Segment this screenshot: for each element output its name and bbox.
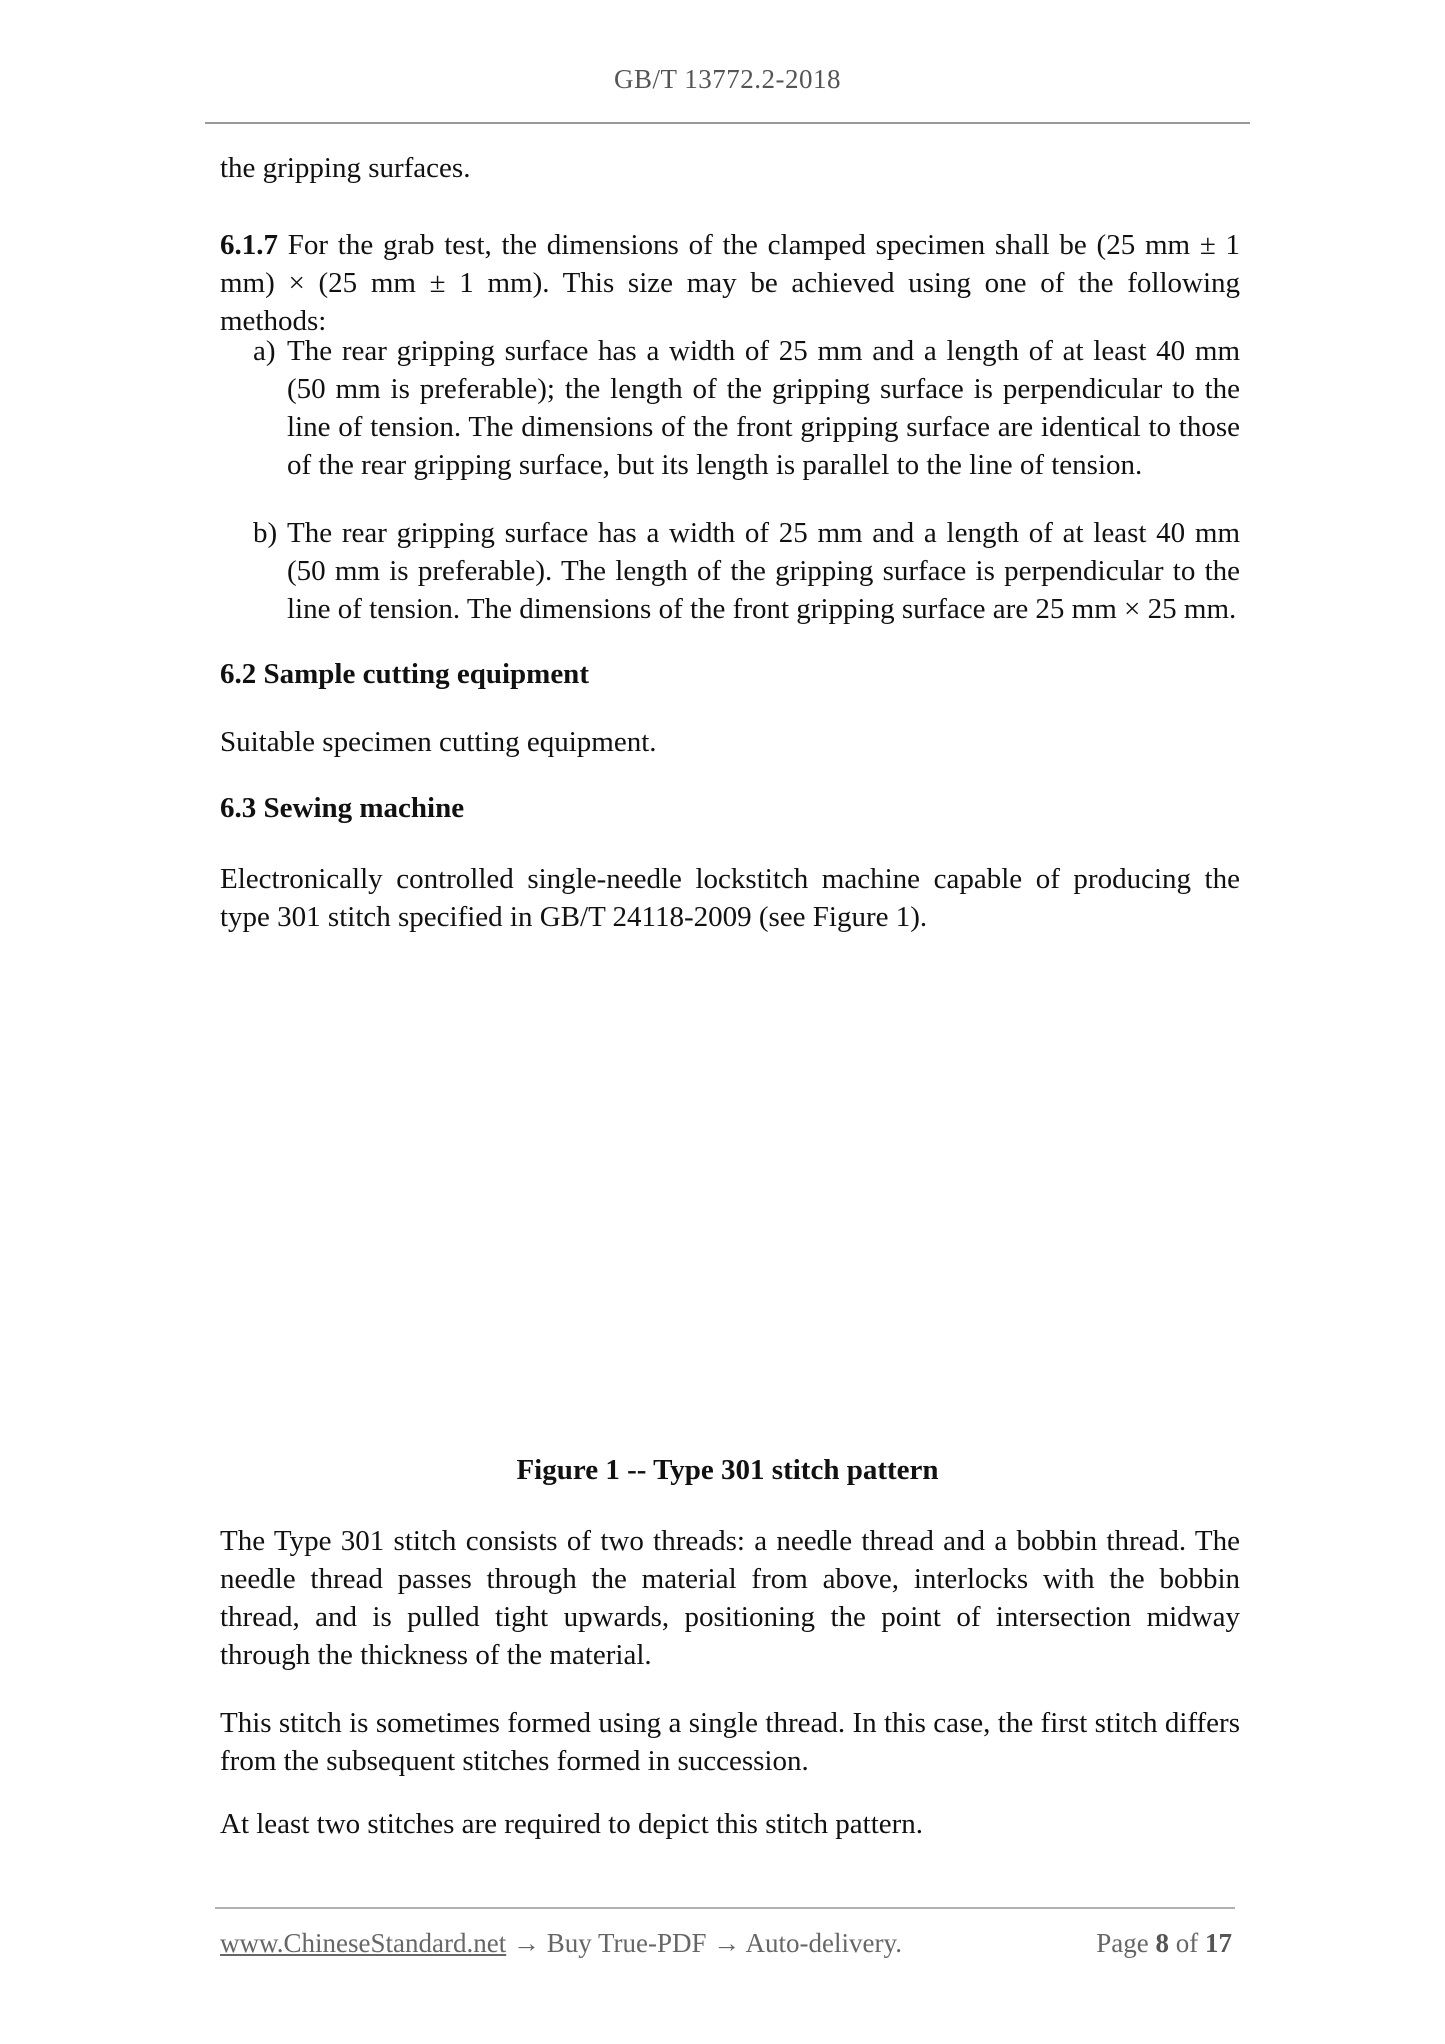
clause-number: 6.1.7 [220, 229, 278, 261]
figure-description-1 [220, 1522, 1240, 1674]
footer-divider [215, 1907, 1235, 1909]
figure-placeholder [220, 960, 1240, 1440]
page-footer [220, 1928, 1232, 1959]
arrow-right-icon: → [713, 1928, 741, 1958]
website-link[interactable]: www.ChineseStandard.net [220, 1928, 507, 1958]
list-item-b [253, 514, 1240, 628]
header-divider [205, 122, 1250, 124]
page-number [1096, 1928, 1232, 1959]
arrow-right-icon: → [512, 1928, 540, 1958]
buy-text: Buy True-PDF [546, 1928, 707, 1958]
section-6-3-text [220, 860, 1240, 936]
paragraph: This stitch is sometimes formed using a single thread. In this case, the first stitch differs from the subsequent stitches formed in succession. [220, 1707, 1240, 1777]
section-6-3-paragraph: Electronically controlled single-needle lockstitch machine capable of producing the type 301 stitch specified in GB/T 24118-2009 (see Figure 1). [220, 863, 1240, 933]
figure-description-3: At least two stitches are required to depict this stitch pattern. [220, 1808, 924, 1840]
section-6-2-text: Suitable specimen cutting equipment. [220, 726, 657, 758]
page-word: Page [1096, 1928, 1149, 1958]
paragraph: The Type 301 stitch consists of two threads: a needle thread and a bobbin thread. The needle thread passes through the material from above, interlocks with the bobbin thread, and is pulled tight upwards, positioning the point of intersection midway through the thickness of the material. [220, 1525, 1240, 1671]
list-item-text: The rear gripping surface has a width of 25 mm and a length of at least 40 mm (50 mm is preferable); the length of the gripping surface is perpendicular to the line of tension. The dimensions of the front gripping surface are identical to those of the rear gripping surface, but its length is parallel to the line of tension. [287, 335, 1240, 481]
continued-text: the gripping surfaces. [220, 152, 471, 184]
list-item-text: The rear gripping surface has a width of 25 mm and a length of at least 40 mm (50 mm is preferable). The length of the gripping surface is perpendicular to the line of tension. The dimensions of the front gripping surface are 25 mm × 25 mm. [287, 517, 1240, 625]
total-pages: 17 [1205, 1928, 1232, 1958]
figure-caption: Figure 1 -- Type 301 stitch pattern [516, 1454, 939, 1486]
footer-promo [220, 1928, 902, 1959]
document-header: GB/T 13772.2-2018 [613, 64, 841, 94]
section-heading-6-2: 6.2 Sample cutting equipment [220, 658, 589, 690]
section-heading-6-3: 6.3 Sewing machine [220, 792, 465, 824]
list-item-label: b) [253, 517, 278, 549]
current-page: 8 [1155, 1928, 1169, 1958]
of-word: of [1175, 1928, 1199, 1958]
list-item-a [253, 332, 1240, 484]
figure-description-2 [220, 1704, 1240, 1780]
delivery-text: Auto-delivery. [745, 1928, 902, 1958]
list-item-label: a) [253, 335, 276, 367]
clause-6-1-7 [220, 226, 1240, 340]
clause-text: For the grab test, the dimensions of the clamped specimen shall be (25 mm ± 1 mm) × (25 mm ± 1 mm). This size may be achieved using one of the following methods: [220, 229, 1240, 337]
